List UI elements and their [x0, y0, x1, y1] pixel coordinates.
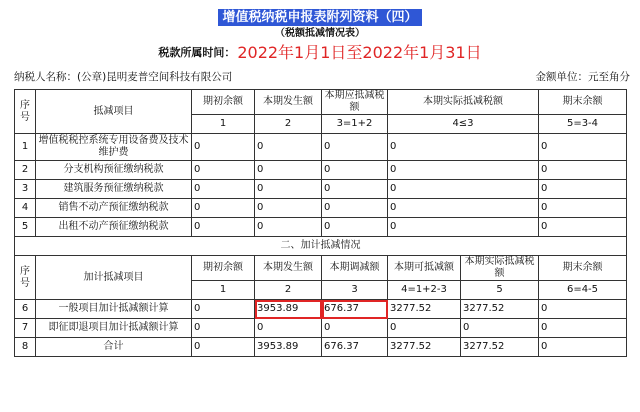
row-opening: 0	[192, 218, 255, 237]
row-payable: 0	[322, 218, 388, 237]
header-item: 加计抵减项目	[36, 256, 192, 300]
tax-offset-table	[14, 89, 627, 357]
row-item: 出租不动产预征缴纳税款	[36, 218, 192, 237]
table-row	[15, 319, 627, 338]
row-current-highlighted: 3953.89	[255, 300, 322, 319]
table-row	[15, 199, 627, 218]
row-item: 分支机构预征缴纳税款	[36, 161, 192, 180]
formula-3: 3=1+2	[322, 115, 388, 134]
row-closing: 0	[539, 180, 627, 199]
row-current: 0	[255, 199, 322, 218]
header-opening: 期初余额	[192, 90, 255, 115]
table-row	[15, 134, 627, 161]
taxpayer-name: 纳税人名称：(公章)昆明麦普空间科技有限公司	[14, 71, 233, 83]
row-opening: 0	[192, 300, 255, 319]
section1-header-row	[15, 90, 627, 115]
row-no: 3	[15, 180, 36, 199]
table-row	[15, 161, 627, 180]
row-adjust: 0	[322, 319, 388, 338]
row-current: 0	[255, 180, 322, 199]
row-no: 6	[15, 300, 36, 319]
formula-6: 6=4-5	[539, 281, 627, 300]
header-no: 序号	[15, 256, 36, 300]
header-deductible: 本期可抵减额	[388, 256, 461, 281]
row-closing: 0	[539, 319, 627, 338]
row-actual: 3277.52	[461, 300, 539, 319]
row-opening: 0	[192, 180, 255, 199]
row-current: 3953.89	[255, 338, 322, 357]
formula-5: 5	[461, 281, 539, 300]
row-closing: 0	[539, 134, 627, 161]
section2-header-row	[15, 256, 627, 281]
form-title: 增值税纳税申报表附列资料（四）	[218, 9, 421, 26]
table-row	[15, 300, 627, 319]
row-deductible: 3277.52	[388, 300, 461, 319]
section2-title-row	[15, 237, 627, 256]
row-payable: 0	[322, 134, 388, 161]
period-value: 2022年1月1日至2022年1月31日	[237, 43, 482, 62]
row-current: 0	[255, 161, 322, 180]
row-item: 即征即退项目加计抵减额计算	[36, 319, 192, 338]
row-no: 8	[15, 338, 36, 357]
formula-2: 2	[255, 115, 322, 134]
formula-1: 1	[192, 115, 255, 134]
row-opening: 0	[192, 199, 255, 218]
header-actual: 本期实际抵减税额	[388, 90, 539, 115]
row-no: 5	[15, 218, 36, 237]
row-closing: 0	[539, 218, 627, 237]
row-actual: 0	[388, 218, 539, 237]
row-deductible: 3277.52	[388, 338, 461, 357]
formula-4: 4≤3	[388, 115, 539, 134]
header-current: 本期发生额	[255, 256, 322, 281]
header-item: 抵减项目	[36, 90, 192, 134]
table-row	[15, 218, 627, 237]
formula-5: 5=3-4	[539, 115, 627, 134]
form-subtitle: （税额抵减情况表）	[275, 28, 365, 39]
row-current: 0	[255, 134, 322, 161]
period-label: 税款所属时间：	[158, 46, 236, 59]
row-no: 7	[15, 319, 36, 338]
row-actual: 0	[388, 199, 539, 218]
row-opening: 0	[192, 338, 255, 357]
row-current: 0	[255, 218, 322, 237]
row-no: 4	[15, 199, 36, 218]
header-actual: 本期实际抵减税额	[461, 256, 539, 281]
header-closing: 期末余额	[539, 256, 627, 281]
section2-title: 二、加计抵减情况	[15, 237, 627, 256]
row-closing: 0	[539, 199, 627, 218]
row-adjust: 676.37	[322, 338, 388, 357]
row-current: 0	[255, 319, 322, 338]
header-payable: 本期应抵减税额	[322, 90, 388, 115]
row-no: 1	[15, 134, 36, 161]
formula-3: 3	[322, 281, 388, 300]
row-actual: 0	[388, 180, 539, 199]
row-adjust-highlighted: 676.37	[322, 300, 388, 319]
row-item: 建筑服务预征缴纳税款	[36, 180, 192, 199]
row-closing: 0	[539, 161, 627, 180]
header-current: 本期发生额	[255, 90, 322, 115]
row-closing: 0	[539, 338, 627, 357]
row-actual: 3277.52	[461, 338, 539, 357]
row-deductible: 0	[388, 319, 461, 338]
row-payable: 0	[322, 199, 388, 218]
row-actual: 0	[388, 161, 539, 180]
table-row	[15, 180, 627, 199]
row-opening: 0	[192, 161, 255, 180]
formula-2: 2	[255, 281, 322, 300]
header-adjust: 本期调减额	[322, 256, 388, 281]
row-actual: 0	[461, 319, 539, 338]
row-payable: 0	[322, 180, 388, 199]
row-actual: 0	[388, 134, 539, 161]
row-no: 2	[15, 161, 36, 180]
row-item: 增值税税控系统专用设备费及技术维护费	[36, 134, 192, 161]
header-closing: 期末余额	[539, 90, 627, 115]
header-no: 序号	[15, 90, 36, 134]
row-payable: 0	[322, 161, 388, 180]
row-closing: 0	[539, 300, 627, 319]
row-item: 销售不动产预征缴纳税款	[36, 199, 192, 218]
formula-1: 1	[192, 281, 255, 300]
tax-period	[0, 44, 640, 62]
formula-4: 4=1+2-3	[388, 281, 461, 300]
row-item: 合计	[36, 338, 192, 357]
row-opening: 0	[192, 134, 255, 161]
header-opening: 期初余额	[192, 256, 255, 281]
amount-unit: 金额单位：元至角分	[535, 71, 630, 83]
row-item: 一般项目加计抵减额计算	[36, 300, 192, 319]
row-opening: 0	[192, 319, 255, 338]
table-row	[15, 338, 627, 357]
title-wrap	[0, 6, 640, 26]
